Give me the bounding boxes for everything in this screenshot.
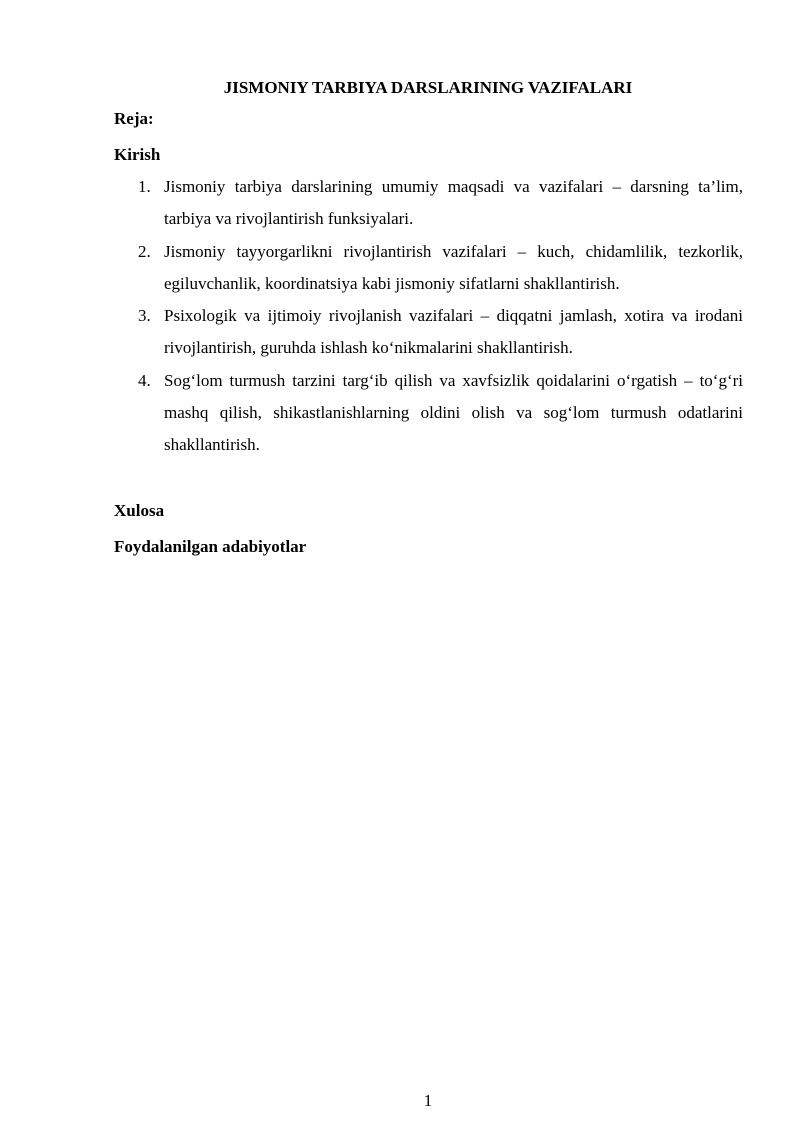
references-heading: Foydalanilgan adabiyotlar bbox=[114, 537, 307, 556]
list-item-number: 4. bbox=[138, 370, 151, 390]
plan-list-item bbox=[114, 300, 743, 365]
list-item-text: Sog‘lom turmush tarzini targ‘ib qilish va xavfsizlik qoidalarini o‘rgatish – to‘g‘ri mashq qilish, shikastlanishlarning oldini olish va sog‘lom turmush odatlarini shakllantirish. bbox=[164, 370, 743, 455]
plan-list-item bbox=[114, 365, 743, 462]
list-item-number: 1. bbox=[138, 177, 151, 196]
conclusion-heading: Xulosa bbox=[114, 501, 165, 520]
document-title: JISMONIY TARBIYA DARSLARINING VAZIFALARI bbox=[223, 78, 633, 97]
list-item-number: 3. bbox=[138, 306, 151, 326]
list-item-text: Jismoniy tarbiya darslarining umumiy maqsadi va vazifalari – darsning ta’lim, tarbiya va rivojlantirish funksiyalari. bbox=[164, 177, 743, 229]
list-item-number: 2. bbox=[138, 241, 151, 261]
plan-list bbox=[114, 171, 743, 462]
plan-list-item bbox=[114, 171, 743, 236]
intro-heading: Kirish bbox=[114, 145, 161, 164]
list-item-text: Jismoniy tayyorgarlikni rivojlantirish vazifalari – kuch, chidamlilik, tezkorlik, egiluvchanlik, koordinatsiya kabi jismoniy sifatlarni shakllantirish. bbox=[164, 241, 743, 293]
plan-list-item bbox=[114, 236, 743, 301]
plan-heading: Reja: bbox=[114, 109, 154, 128]
list-item-text: Psixologik va ijtimoiy rivojlanish vazifalari – diqqatni jamlash, xotira va irodani rivojlantirish, guruhda ishlash ko‘nikmalarini shakllantirish. bbox=[164, 306, 743, 358]
page-number: 1 bbox=[423, 1091, 433, 1110]
